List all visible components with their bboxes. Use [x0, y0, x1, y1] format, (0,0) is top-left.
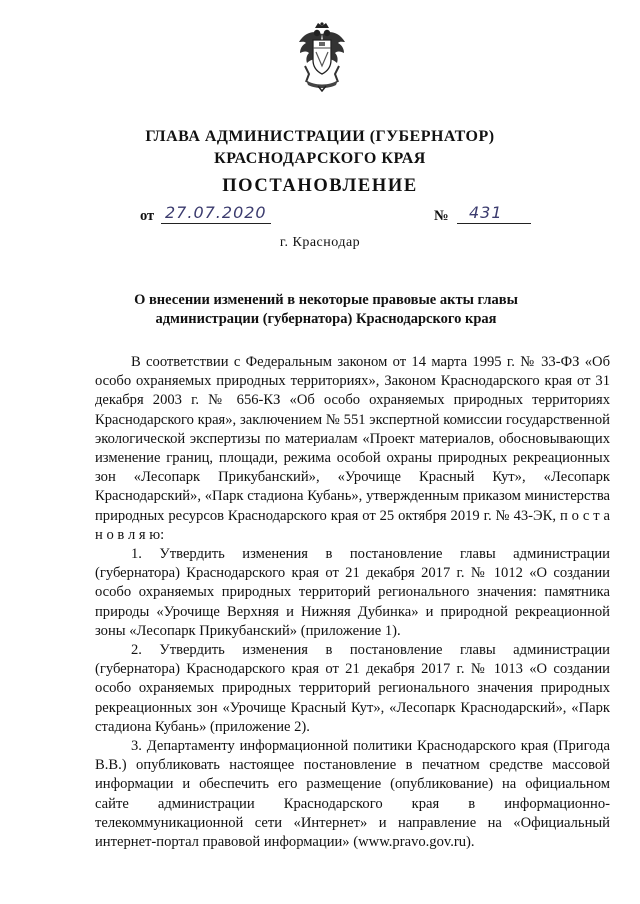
- document-subject: О внесении изменений в некоторые правовые акты главы администрации (губернатора) Краснодарского края: [134, 292, 518, 327]
- city: г. Краснодар: [279, 235, 361, 250]
- organization-title: ГЛАВА АДМИНИСТРАЦИИ (ГУБЕРНАТОР): [145, 128, 495, 145]
- item-paragraph-2: 2. Утвердить изменения в постановление главы администрации (губернатора) Краснодарского края от 21 декабря 2017 г. № 1013 «О создании особо охраняемых природных территорий регионального значения природных рекреационных зон «Урочище Красный Кут», «Лесопарк Краснодарский», «Парк стадиона Кубань» (приложение 2).: [95, 642, 610, 735]
- handwritten-number: 431: [469, 203, 503, 222]
- document-type: ПОСТАНОВЛЕНИЕ: [222, 176, 418, 196]
- item-paragraph-3: 3. Департаменту информационной политики Краснодарского края (Пригода В.В.) опубликовать настоящее постановление в печатном средстве массовой информации и обеспечить его размещение (опубликование) на официальном сайте администрации Краснодарского края в информационно-телекоммуникационной сети «Интернет» и направление на «Официальный интернет-портал правовой информации» (www.pravo.gov.ru).: [95, 738, 610, 851]
- number-field: [457, 203, 531, 224]
- coat-of-arms-icon: [296, 22, 348, 92]
- date-label: от: [140, 208, 155, 224]
- handwritten-date: 27.07.2020: [165, 203, 267, 222]
- number-label: №: [434, 208, 449, 224]
- organization-region: КРАСНОДАРСКОГО КРАЯ: [214, 150, 426, 167]
- preamble-paragraph: В соответствии с Федеральным законом от 14 марта 1995 г. № 33-ФЗ «Об особо охраняемых природных территориях», Законом Краснодарского края от 31 декабря 2003 г. № 656-КЗ «Об особо охраняемых природных территориях Краснодарского края», заключением № 551 экспертной комиссии государственной экологической экспертизы по материалам «Проект материалов, обосновывающих изменение границ, площади, режима особой охраны природных рекреационных зон «Лесопарк Прикубанский», «Урочище Красный Кут», «Лесопарк Краснодарский», «Парк стадиона Кубань», утвержденным приказом министерства природных ресурсов Краснодарского края от 25 октября 2019 г. № 43-ЭК, п о с т а н о в л я ю:: [95, 354, 610, 543]
- item-paragraph-1: 1. Утвердить изменения в постановление главы администрации (губернатора) Краснодарского края от 21 декабря 2017 г. № 1012 «О создании особо охраняемых природных территорий регионального значения: памятника природы «Урочище Верхняя и Нижняя Дубинка» и природной рекреационной зоны «Лесопарк Прикубанский» (приложение 1).: [95, 546, 610, 639]
- date-field: [161, 203, 271, 224]
- document-body: [95, 353, 610, 852]
